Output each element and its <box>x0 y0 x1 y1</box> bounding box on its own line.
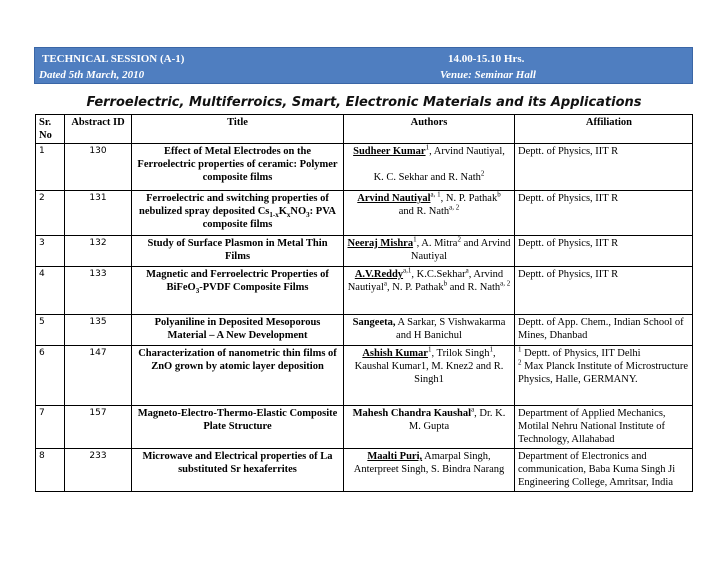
table-row <box>36 346 693 406</box>
abstract-id-cell: 233 <box>65 449 132 492</box>
header-row <box>36 115 693 144</box>
sr-cell: 6 <box>36 346 65 406</box>
sr-cell: 8 <box>36 449 65 492</box>
authors-cell: Sangeeta, A Sarkar, S Vishwakarma and H Banichul <box>344 315 515 346</box>
schedule-table <box>35 114 693 492</box>
affiliation-cell: Department of Electronics and communication, Baba Kuma Singh Ji Engineering College, Amritsar, India <box>515 449 693 492</box>
table-row <box>36 406 693 449</box>
lead-author: Neeraj Mishra <box>347 238 414 249</box>
session-title: Ferroelectric, Multiferroics, Smart, Electronic Materials and its Applications <box>86 95 642 110</box>
sr-cell: 1 <box>36 144 65 191</box>
title-cell: Ferroelectric and switching properties of nebulized spray deposited $Cs_{1-x}K_xNO_3$: PVA composite films <box>132 191 344 236</box>
lead-author: A.V.Reddy <box>354 269 404 280</box>
authors-cell: Sudheer Kumar$^1$, Arvind Nautiyal, K. C. Sekhar and R. Nath$^2$ <box>344 144 515 191</box>
table-row <box>36 449 693 492</box>
session-time: 14.00-15.10 Hrs. <box>448 53 525 65</box>
title-cell: Effect of Metal Electrodes on the Ferroelectric properties of ceramic: Polymer composite films <box>132 144 344 191</box>
lead-author: Ashish Kumar <box>362 348 428 359</box>
col-authors: Authors <box>344 115 515 144</box>
table-row <box>36 315 693 346</box>
session-date: Dated 5th March, 2010 <box>39 69 145 81</box>
title-cell: Polyaniline in Deposited Mesoporous Material – A New Development <box>132 315 344 346</box>
sr-cell: 3 <box>36 236 65 267</box>
table-row <box>36 144 693 191</box>
affiliation-cell: Deptt. of Physics, IIT R <box>515 267 693 315</box>
affiliation-cell: Deptt. of Physics, IIT R <box>515 191 693 236</box>
sr-cell: 2 <box>36 191 65 236</box>
affiliation-cell: Department of Applied Mechanics, Motilal Nehru National Institute of Technology, Allahabad <box>515 406 693 449</box>
lead-author: Mahesh Chandra Kaushal <box>352 408 472 419</box>
sr-cell: 4 <box>36 267 65 315</box>
sr-cell: 7 <box>36 406 65 449</box>
lead-author: Maalti Puri, <box>367 451 423 462</box>
lead-author: Sudheer Kumar <box>353 146 426 157</box>
affiliation-cell: Deptt. of Physics, IIT R <box>515 144 693 191</box>
affiliation-cell: Deptt. of Physics, IIT R <box>515 236 693 267</box>
session-banner <box>34 47 693 84</box>
col-abstract-id: Abstract ID <box>65 115 132 144</box>
session-venue: Venue: Seminar Hall <box>440 69 536 81</box>
abstract-id-cell: 133 <box>65 267 132 315</box>
abstract-id-cell: 135 <box>65 315 132 346</box>
authors-cell: Neeraj Mishra$^1$, A. Mitra$^2$ and Arvind Nautiyal <box>344 236 515 267</box>
authors-cell: Arvind Nautiyal$^{a, 1}$, N. P. Pathak$^b$ and R. Nath$^{a, 2}$ <box>344 191 515 236</box>
abstract-id-cell: 132 <box>65 236 132 267</box>
abstract-id-cell: 130 <box>65 144 132 191</box>
affiliation-cell: $^1$ Deptt. of Physics, IIT Delhi $^2$ Max Planck Institute of Microstructure Physics, Halle, GERMANY. <box>515 346 693 406</box>
affiliation-cell: Deptt. of App. Chem., Indian School of Mines, Dhanbad <box>515 315 693 346</box>
table-row <box>36 191 693 236</box>
authors-cell: Ashish Kumar$^1$, Trilok Singh$^1$, Kaushal Kumar1, M. Knez2 and R. Singh1 <box>344 346 515 406</box>
col-sr: Sr. No <box>36 115 65 144</box>
abstract-id-cell: 147 <box>65 346 132 406</box>
lead-author: Arvind Nautiyal <box>357 193 431 204</box>
authors-cell: A.V.Reddy$^{a,1}$, K.C.Sekhar$^a$, Arvind Nautiyal$^a$, N. P. Pathak$^b$ and R. Nath$^{a, 2}$ <box>344 267 515 315</box>
col-affiliation: Affiliation <box>515 115 693 144</box>
abstract-id-cell: 157 <box>65 406 132 449</box>
sr-cell: 5 <box>36 315 65 346</box>
col-title: Title <box>132 115 344 144</box>
lead-author: Sangeeta, <box>352 317 396 328</box>
title-cell: Microwave and Electrical properties of La substituted Sr hexaferrites <box>132 449 344 492</box>
title-cell: Magnetic and Ferroelectric Properties of BiFeO$_3$-PVDF Composite Films <box>132 267 344 315</box>
abstract-id-cell: 131 <box>65 191 132 236</box>
authors-cell: Mahesh Chandra Kaushal$^a$, Dr. K. M. Gupta <box>344 406 515 449</box>
authors-cell: Maalti Puri, Amarpal Singh, Anterpreet Singh, S. Bindra Narang <box>344 449 515 492</box>
title-cell: Characterization of nanometric thin films of ZnO grown by atomic layer deposition <box>132 346 344 406</box>
title-cell: Magneto-Electro-Thermo-Elastic Composite Plate Structure <box>132 406 344 449</box>
table-row <box>36 236 693 267</box>
title-cell: Study of Surface Plasmon in Metal Thin Films <box>132 236 344 267</box>
session-label: TECHNICAL SESSION (A-1) <box>42 53 185 65</box>
table-row <box>36 267 693 315</box>
